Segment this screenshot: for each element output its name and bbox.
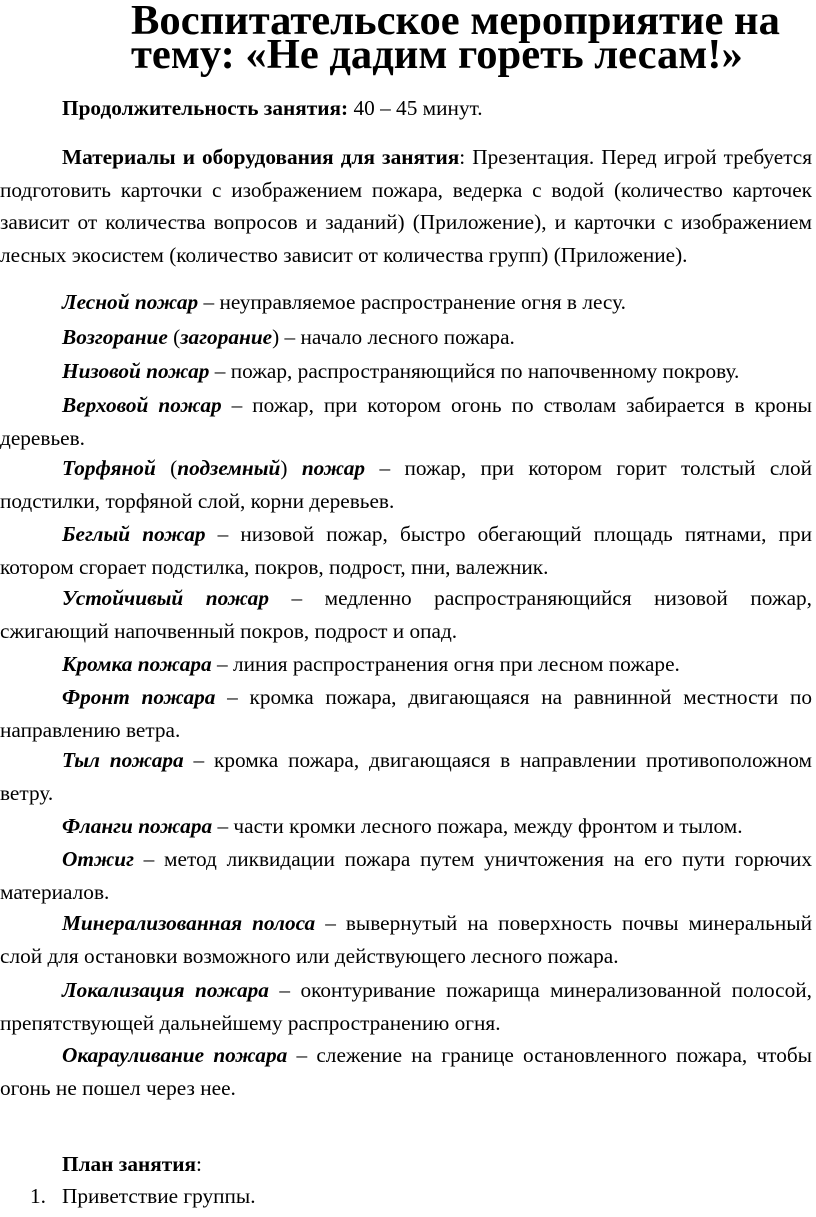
term-name: Устойчивый пожар <box>62 586 269 610</box>
term-name: Окарауливание пожара <box>62 1043 288 1067</box>
term-definition <box>0 355 812 388</box>
term-definition <box>0 907 812 972</box>
term-definition <box>0 843 812 908</box>
term-text: – пожар, распространяющийся по напочвенному покрову. <box>209 359 740 383</box>
term-text: – низовой пожар, быстро обегающий площадь пятнами, при котором сгорает подстилка, покров, подрост, пни, валежник. <box>0 522 812 579</box>
term-name: Лесной пожар <box>62 290 199 314</box>
term-text: – оконтуривание пожарища минерализованной полосой, препятствующей дальнейшему распространению огня. <box>0 978 812 1035</box>
term-name: Кромка пожара <box>62 652 212 676</box>
term-name-alt: загорание <box>180 325 273 349</box>
document-title: Воспитательское мероприятие на тему: «Не дадим гореть лесам!» <box>131 0 780 78</box>
plan-item <box>0 1180 256 1213</box>
term-name: Тыл пожара <box>62 748 184 772</box>
plan-item-text: Приветствие группы. <box>62 1184 256 1208</box>
term-name: Фронт пожара <box>62 685 216 709</box>
duration-value: 40 – 45 минут. <box>348 96 483 120</box>
term-text: – части кромки лесного пожара, между фронтом и тылом. <box>212 814 743 838</box>
term-name-alt: подземный <box>177 456 281 480</box>
term-name: Верховой пожар <box>62 393 222 417</box>
plan-list <box>0 1180 256 1213</box>
term-text: – неуправляемое распространение огня в лесу. <box>198 290 626 314</box>
term-text: – вывернутый на поверхность почвы минеральный слой для остановки возможного или действующего лесного пожара. <box>0 911 812 968</box>
term-text: – кромка пожара, двигающаяся в направлении противоположном ветру. <box>0 748 812 805</box>
term-definition <box>0 1039 812 1104</box>
term-name: Беглый пожар <box>62 522 206 546</box>
term-name: Локализация пожара <box>62 978 269 1002</box>
materials-label: Материалы и оборудования для занятия <box>62 145 460 169</box>
duration-label: Продолжительность занятия: <box>62 96 349 120</box>
plan-item-number: 1. <box>30 1184 46 1208</box>
term-definition <box>0 286 812 319</box>
materials-text: : Презентация. Перед игрой требуется подготовить карточки с изображением пожара, ведерка с водой (количество карточек зависит от количества вопросов и заданий) (Приложение), и карточки с изображением лесных экосистем (количество зависит от количества групп) (Приложение). <box>0 145 813 267</box>
term-definition <box>0 681 812 746</box>
term-definition <box>0 582 812 647</box>
term-definition <box>0 321 812 354</box>
term-name: Отжиг <box>62 847 134 871</box>
term-name-alt: пожар <box>301 456 366 480</box>
term-text: – медленно распространяющийся низовой пожар, сжигающий напочвенный покров, подрост и опад. <box>0 586 812 643</box>
term-text: – метод ликвидации пожара путем уничтожения на его пути горючих материалов. <box>0 847 812 904</box>
term-definition <box>0 648 812 681</box>
term-text: ) – начало лесного пожара. <box>272 325 515 349</box>
term-definition <box>0 518 812 583</box>
term-text: – пожар, при котором огонь по стволам забирается в кроны деревьев. <box>0 393 812 450</box>
term-definition <box>0 452 812 517</box>
term-definition <box>0 810 812 843</box>
duration-paragraph <box>0 92 812 125</box>
term-text: ( <box>155 456 178 480</box>
term-name: Торфяной <box>62 456 156 480</box>
term-definition <box>0 389 812 454</box>
term-text: ( <box>167 325 181 349</box>
term-text: – пожар, при котором горит толстый слой подстилки, торфяной слой, корни деревьев. <box>0 456 813 513</box>
term-name: Возгорание <box>62 325 168 349</box>
materials-paragraph <box>0 141 812 271</box>
term-text: – слежение на границе остановленного пожара, чтобы огонь не пошел через нее. <box>0 1043 812 1100</box>
plan-heading <box>0 1148 812 1181</box>
term-text: – кромка пожара, двигающаяся на равнинной местности по направлению ветра. <box>0 685 812 742</box>
term-text: – линия распространения огня при лесном пожаре. <box>211 652 680 676</box>
term-definition <box>0 744 812 809</box>
term-name: Низовой пожар <box>62 359 210 383</box>
term-text: ) <box>280 456 302 480</box>
term-name: Фланги пожара <box>62 814 213 838</box>
term-name: Минерализованная полоса <box>62 911 316 935</box>
plan-colon: : <box>196 1152 202 1176</box>
term-definition <box>0 974 812 1039</box>
plan-label: План занятия <box>62 1152 197 1176</box>
